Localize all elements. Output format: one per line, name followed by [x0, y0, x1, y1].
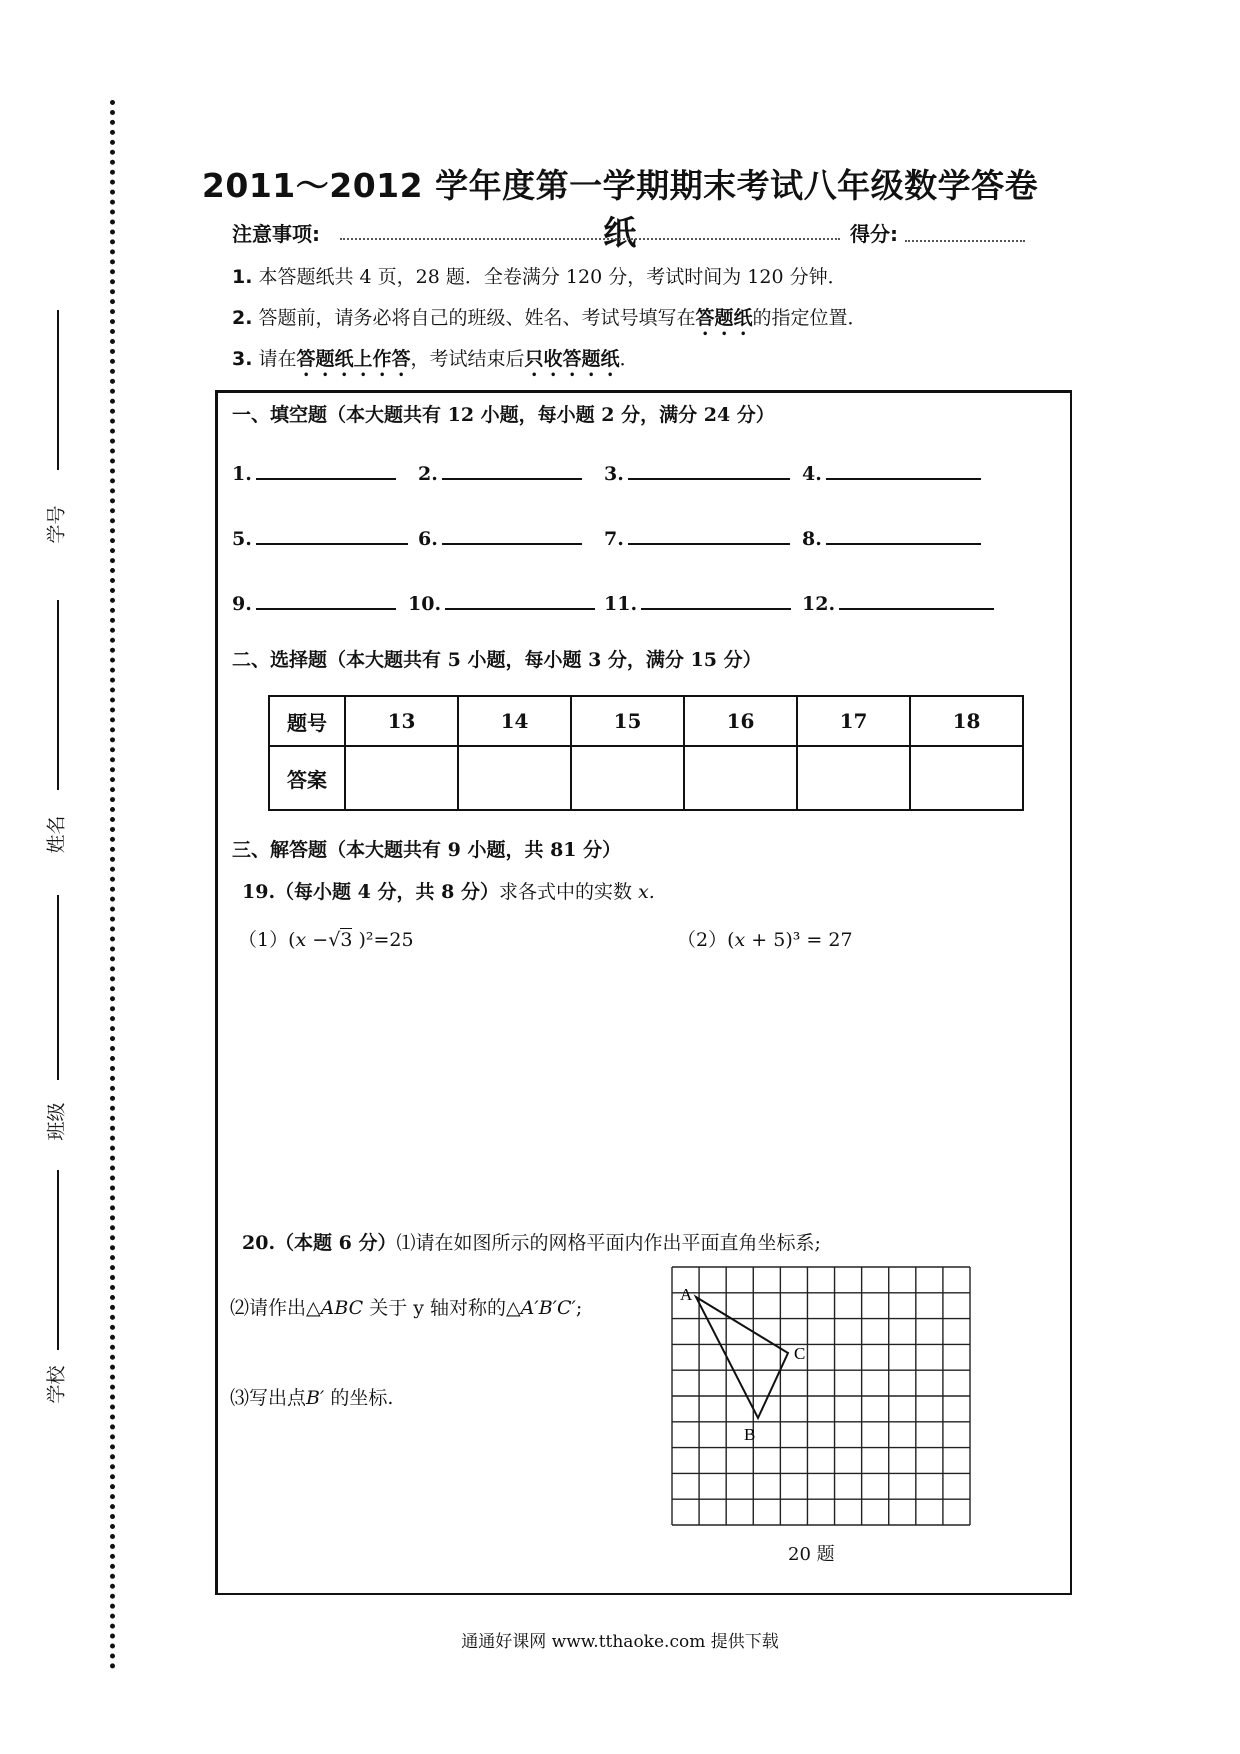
- answer-line[interactable]: [445, 588, 595, 610]
- notice-text: 答题前，请务必将自己的班级、姓名、考试号填写在: [258, 307, 696, 329]
- expr-variable: B′: [306, 1387, 325, 1409]
- blank-number: 10.: [408, 593, 442, 615]
- question-part-1: ⑴请在如图所示的网格平面内作出平面直角坐标系;: [396, 1232, 821, 1254]
- expr-variable: A′B′C′: [520, 1297, 576, 1319]
- answer-line[interactable]: [628, 523, 790, 545]
- row-header: 答案: [269, 746, 345, 810]
- answer-cell[interactable]: [797, 746, 910, 810]
- notice-emphasis: 答题纸上作答: [296, 348, 411, 370]
- answer-cell[interactable]: [910, 746, 1023, 810]
- answer-line[interactable]: [641, 588, 791, 610]
- notice-number: 1.: [232, 266, 253, 288]
- blank-number: 2.: [418, 463, 438, 485]
- name-label: 姓名: [45, 815, 68, 854]
- section-solution-title: 三、解答题（本大题共有 9 小题，共 81 分）: [232, 839, 622, 861]
- fill-blank-8[interactable]: [802, 523, 981, 550]
- binding-fill-line: [57, 310, 59, 470]
- question-19-part-1: [238, 925, 414, 952]
- binding-fill-line: [57, 1170, 59, 1350]
- binding-dotted-line: [110, 100, 115, 1670]
- table-row: [269, 746, 1023, 810]
- notice-emphasis: 答题纸: [695, 307, 753, 329]
- question-20: [242, 1228, 821, 1255]
- score-field[interactable]: [905, 240, 1025, 242]
- fill-blank-12[interactable]: [802, 588, 994, 615]
- binding-fill-line: [57, 600, 59, 790]
- answer-line[interactable]: [839, 588, 994, 610]
- answer-line[interactable]: [256, 458, 396, 480]
- figure-caption: 20 题: [788, 1544, 835, 1565]
- question-number: 18: [910, 696, 1023, 746]
- expr-variable: ABC: [320, 1297, 364, 1319]
- point-c-label: C: [794, 1344, 806, 1363]
- expr-part: −: [306, 929, 329, 951]
- sqrt-symbol: √: [328, 929, 341, 951]
- answer-cell[interactable]: [345, 746, 458, 810]
- page-title: 2011～2012 学年度第一学期期末考试八年级数学答卷纸: [201, 166, 1039, 252]
- question-prompt: 求各式中的实数: [498, 881, 632, 903]
- student-id-label: 学号: [45, 505, 68, 544]
- question-number: 13: [345, 696, 458, 746]
- question-number: 14: [458, 696, 571, 746]
- answer-cell[interactable]: [684, 746, 797, 810]
- question-label: 20.（本题 6 分）: [242, 1232, 397, 1254]
- notice-item: [232, 303, 867, 340]
- notice-emphasis: 只收答题纸: [524, 348, 620, 370]
- expr-part: )²=25: [352, 929, 414, 951]
- blank-number: 4.: [802, 463, 822, 485]
- fill-blank-1[interactable]: [232, 458, 396, 485]
- answer-line[interactable]: [826, 523, 981, 545]
- notice-number: 2.: [232, 307, 253, 329]
- school-label: 学校: [45, 1365, 68, 1404]
- question-20-part-3: [230, 1383, 393, 1410]
- coordinate-grid[interactable]: [670, 1265, 975, 1530]
- expr-part: + 5)³ = 27: [745, 929, 853, 951]
- section-choice-title: 二、选择题（本大题共有 5 小题，每小题 3 分，满分 15 分）: [232, 649, 762, 671]
- blank-number: 5.: [232, 528, 252, 550]
- expr-variable: x: [295, 929, 307, 951]
- fill-blank-11[interactable]: [604, 588, 791, 615]
- notice-item: [232, 262, 847, 289]
- expr-part: （1）(: [238, 929, 296, 951]
- answer-line[interactable]: [256, 523, 408, 545]
- answer-line[interactable]: [826, 458, 981, 480]
- answer-line[interactable]: [256, 588, 396, 610]
- expr-part: ⑵请作出△: [230, 1297, 321, 1319]
- table-row: [269, 696, 1023, 746]
- triangle-abc: [696, 1297, 788, 1418]
- grid-lines: [672, 1267, 970, 1525]
- question-variable: x.: [638, 881, 655, 903]
- blank-number: 7.: [604, 528, 624, 550]
- notice-text: ．: [619, 348, 639, 370]
- expr-variable: x: [734, 929, 746, 951]
- answer-cell[interactable]: [458, 746, 571, 810]
- fill-blank-7[interactable]: [604, 523, 790, 550]
- blank-number: 11.: [604, 593, 638, 615]
- choice-answer-table: [268, 695, 1024, 811]
- question-number: 17: [797, 696, 910, 746]
- fill-blank-4[interactable]: [802, 458, 981, 485]
- fill-blank-6[interactable]: [418, 523, 582, 550]
- footer-text: 通通好课网 www.tthaoke.com 提供下载: [461, 1632, 779, 1652]
- expr-part: （2）(: [677, 929, 735, 951]
- expr-part: ⑶写出点: [230, 1387, 307, 1409]
- blank-number: 3.: [604, 463, 624, 485]
- row-header: 题号: [269, 696, 345, 746]
- blank-number: 6.: [418, 528, 438, 550]
- blank-number: 9.: [232, 593, 252, 615]
- notice-item: [232, 344, 639, 381]
- point-a-label: A: [680, 1285, 693, 1304]
- expr-part: ;: [575, 1297, 583, 1319]
- question-number: 15: [571, 696, 684, 746]
- notice-text: ，考试结束后: [410, 348, 525, 370]
- notice-dotted-line: [340, 238, 840, 240]
- expr-part: 关于 y 轴对称的△: [363, 1297, 521, 1319]
- notice-text: 的指定位置．: [752, 307, 867, 329]
- section-fill-in-title: 一、填空题（本大题共有 12 小题，每小题 2 分，满分 24 分）: [232, 404, 775, 426]
- expr-part: 的坐标.: [324, 1387, 394, 1409]
- question-number: 16: [684, 696, 797, 746]
- blank-number: 1.: [232, 463, 252, 485]
- question-19-part-2: [677, 925, 853, 952]
- point-b-label: B: [744, 1425, 756, 1444]
- answer-line[interactable]: [628, 458, 790, 480]
- binding-fill-line: [57, 895, 59, 1080]
- fill-blank-10[interactable]: [408, 588, 595, 615]
- notice-text: 请在: [258, 348, 297, 370]
- question-19: [242, 877, 655, 904]
- notice-number: 3.: [232, 348, 253, 370]
- fill-blank-5[interactable]: [232, 523, 408, 550]
- expr-radicand: 3: [340, 929, 353, 951]
- fill-blank-2[interactable]: [418, 458, 582, 485]
- fill-blank-3[interactable]: [604, 458, 790, 485]
- answer-cell[interactable]: [571, 746, 684, 810]
- fill-blank-9[interactable]: [232, 588, 396, 615]
- blank-number: 12.: [802, 593, 836, 615]
- answer-line[interactable]: [442, 458, 582, 480]
- notice-label: 注意事项:: [232, 222, 320, 246]
- blank-number: 8.: [802, 528, 822, 550]
- score-label: 得分:: [850, 222, 898, 246]
- notice-text: 本答题纸共 4 页，28 题．全卷满分 120 分，考试时间为 120 分钟．: [258, 266, 847, 288]
- answer-line[interactable]: [442, 523, 582, 545]
- question-label: 19.（每小题 4 分，共 8 分）: [242, 881, 499, 903]
- question-20-part-2: [230, 1293, 582, 1320]
- class-label: 班级: [45, 1102, 68, 1141]
